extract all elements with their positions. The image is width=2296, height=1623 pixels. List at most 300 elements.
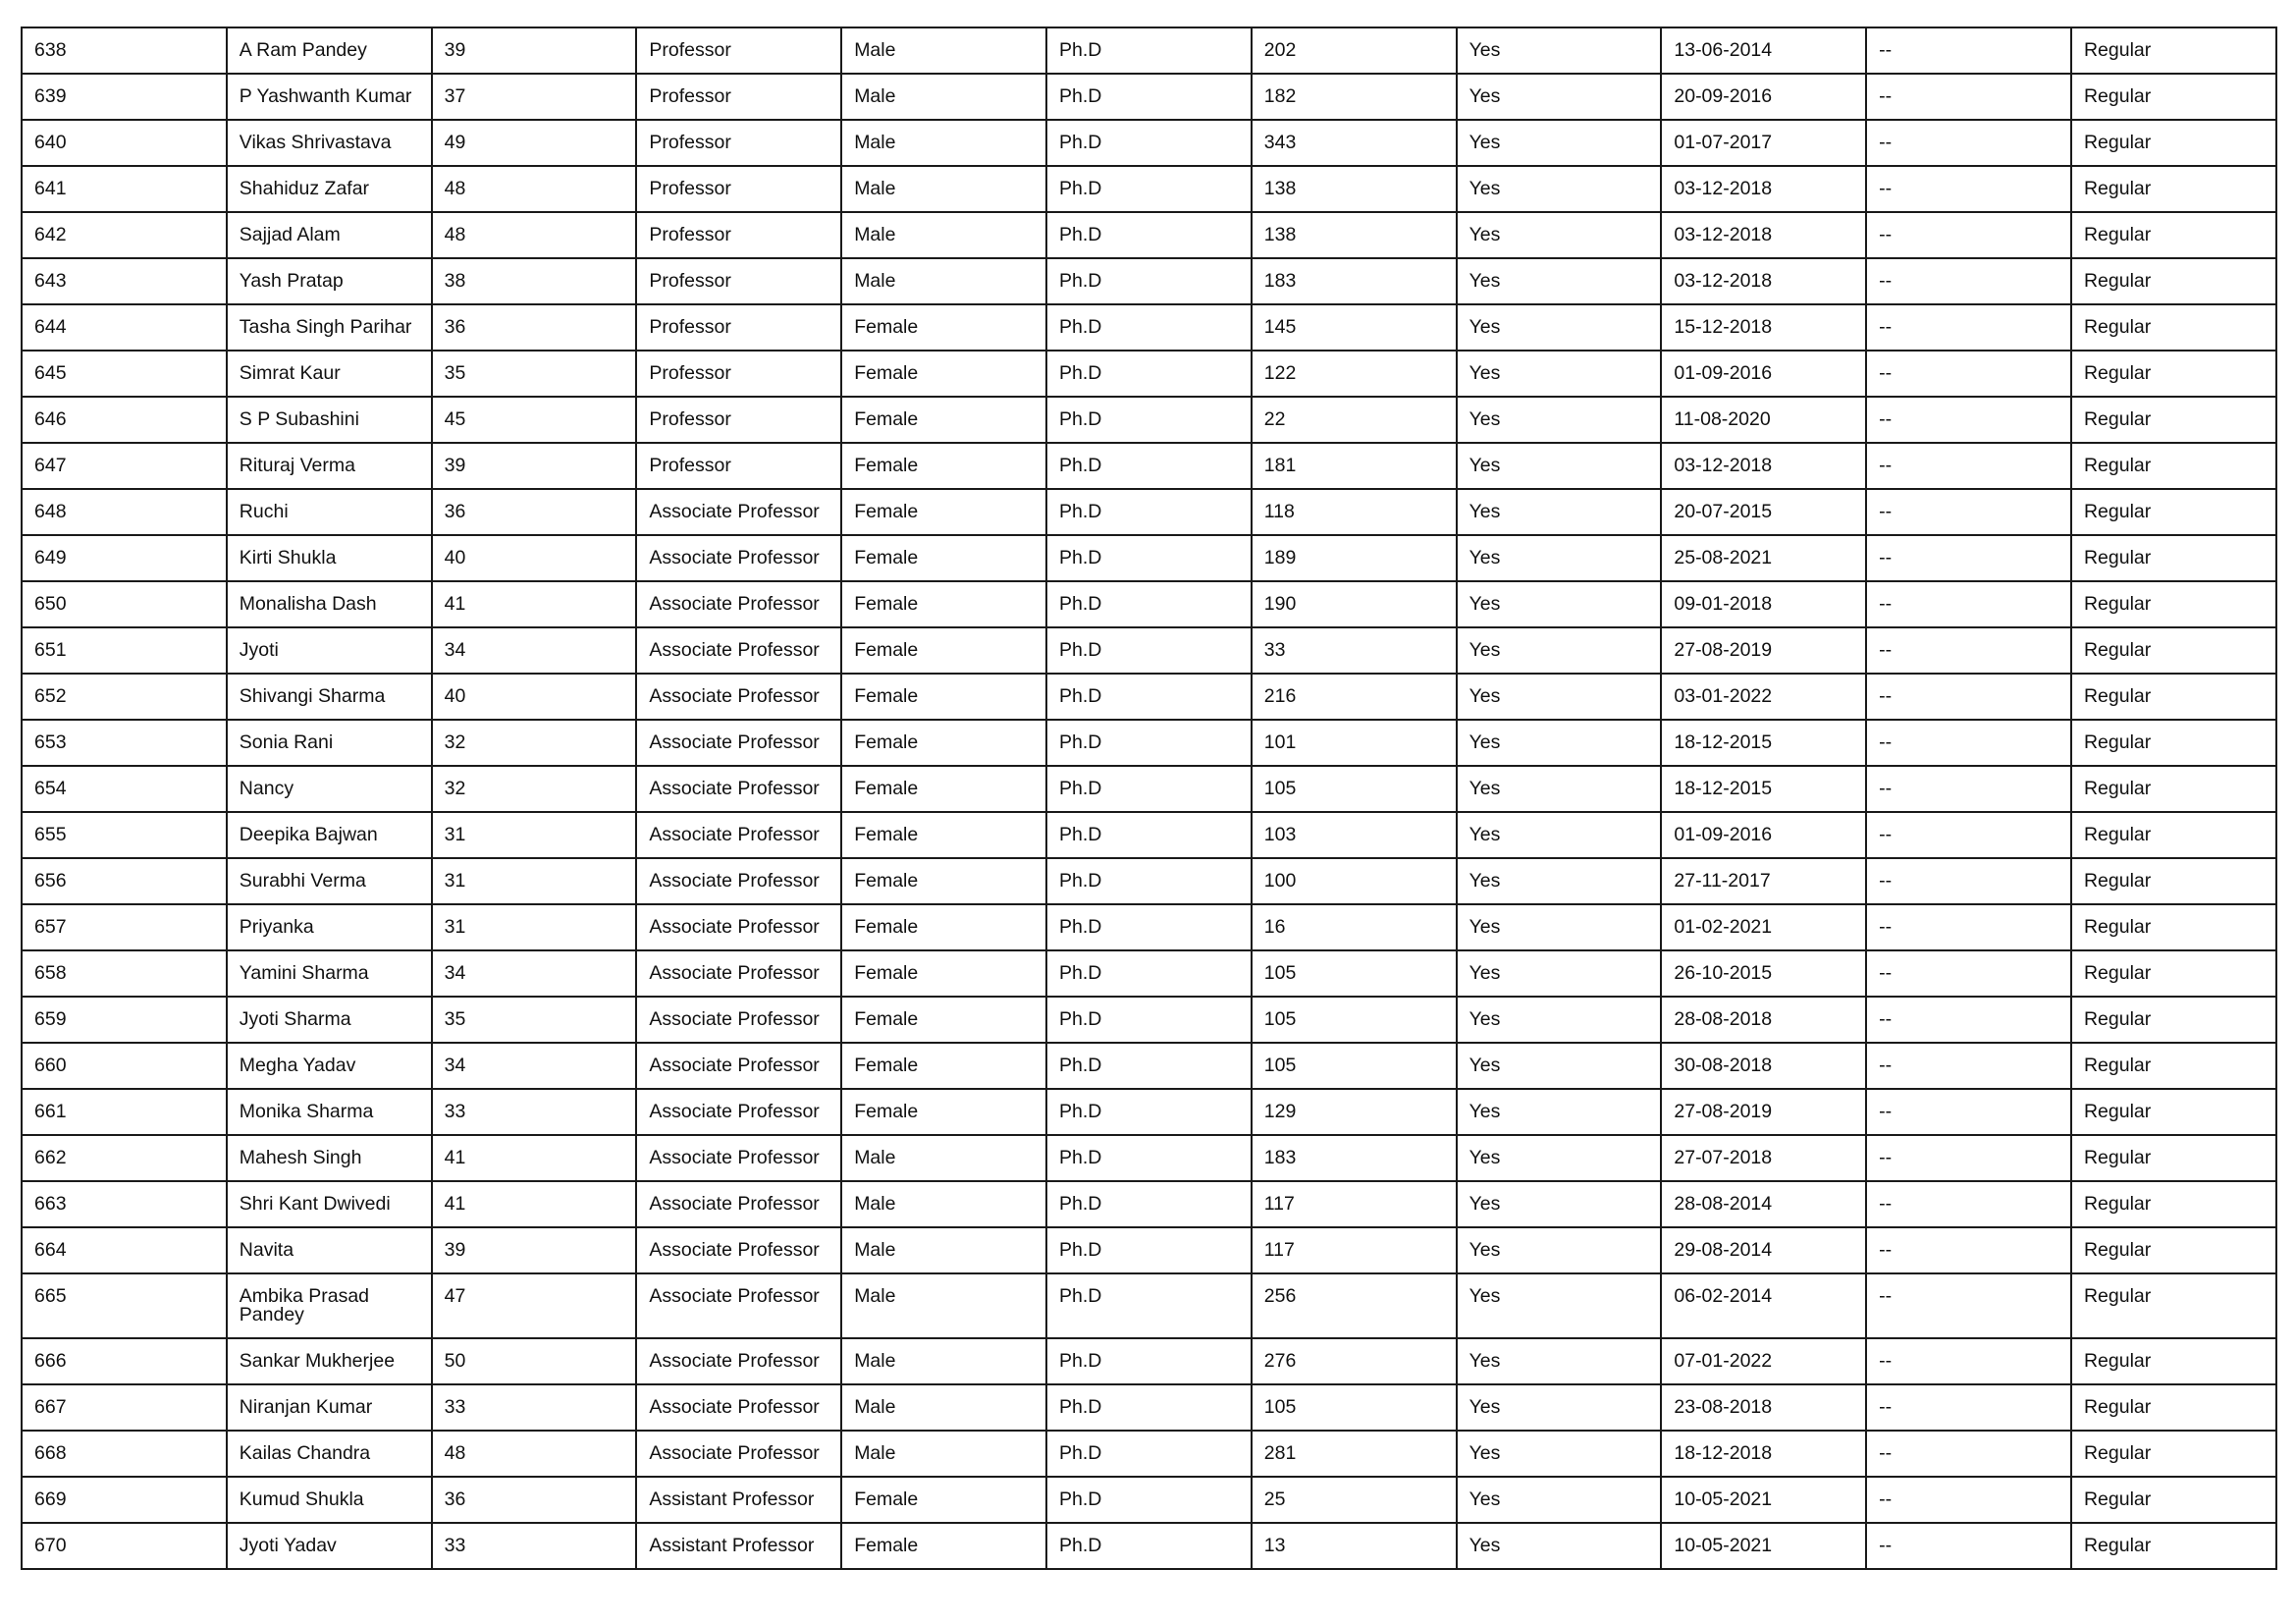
serial-no-cell: 669 xyxy=(22,1477,227,1523)
table-row xyxy=(22,720,2276,766)
qualification-cell: Ph.D xyxy=(1046,166,1252,212)
age-cell: 45 xyxy=(432,397,637,443)
leaving-date-cell: -- xyxy=(1866,1181,2071,1227)
nature-cell: Regular xyxy=(2071,950,2276,997)
nature-cell: Regular xyxy=(2071,674,2276,720)
age-cell: 36 xyxy=(432,1477,637,1523)
name-cell: Jyoti Sharma xyxy=(227,997,432,1043)
nature-cell: Regular xyxy=(2071,166,2276,212)
designation-cell: Professor xyxy=(636,304,841,351)
qualification-cell: Ph.D xyxy=(1046,351,1252,397)
leaving-date-cell: -- xyxy=(1866,627,2071,674)
leaving-date-cell: -- xyxy=(1866,166,2071,212)
nature-cell: Regular xyxy=(2071,904,2276,950)
status-cell: Yes xyxy=(1457,304,1662,351)
qualification-cell: Ph.D xyxy=(1046,1181,1252,1227)
experience-cell: 189 xyxy=(1252,535,1457,581)
age-cell: 34 xyxy=(432,627,637,674)
age-cell: 48 xyxy=(432,166,637,212)
age-cell: 31 xyxy=(432,904,637,950)
leaving-date-cell: -- xyxy=(1866,1227,2071,1273)
experience-cell: 16 xyxy=(1252,904,1457,950)
qualification-cell: Ph.D xyxy=(1046,1384,1252,1431)
name-cell: Monalisha Dash xyxy=(227,581,432,627)
nature-cell: Regular xyxy=(2071,812,2276,858)
gender-cell: Male xyxy=(841,1135,1046,1181)
joining-date-cell: 28-08-2018 xyxy=(1661,997,1866,1043)
leaving-date-cell: -- xyxy=(1866,489,2071,535)
serial-no-cell: 670 xyxy=(22,1523,227,1569)
experience-cell: 281 xyxy=(1252,1431,1457,1477)
gender-cell: Male xyxy=(841,1338,1046,1384)
status-cell: Yes xyxy=(1457,997,1662,1043)
leaving-date-cell: -- xyxy=(1866,535,2071,581)
gender-cell: Male xyxy=(841,212,1046,258)
experience-cell: 105 xyxy=(1252,997,1457,1043)
age-cell: 31 xyxy=(432,858,637,904)
joining-date-cell: 18-12-2015 xyxy=(1661,766,1866,812)
nature-cell: Regular xyxy=(2071,1523,2276,1569)
serial-no-cell: 638 xyxy=(22,27,227,74)
status-cell: Yes xyxy=(1457,443,1662,489)
status-cell: Yes xyxy=(1457,1431,1662,1477)
experience-cell: 117 xyxy=(1252,1181,1457,1227)
designation-cell: Associate Professor xyxy=(636,489,841,535)
serial-no-cell: 664 xyxy=(22,1227,227,1273)
serial-no-cell: 661 xyxy=(22,1089,227,1135)
designation-cell: Professor xyxy=(636,166,841,212)
leaving-date-cell: -- xyxy=(1866,674,2071,720)
qualification-cell: Ph.D xyxy=(1046,120,1252,166)
joining-date-cell: 01-09-2016 xyxy=(1661,812,1866,858)
status-cell: Yes xyxy=(1457,812,1662,858)
name-cell: Vikas Shrivastava xyxy=(227,120,432,166)
joining-date-cell: 06-02-2014 xyxy=(1661,1273,1866,1338)
nature-cell: Regular xyxy=(2071,581,2276,627)
age-cell: 48 xyxy=(432,212,637,258)
designation-cell: Professor xyxy=(636,397,841,443)
leaving-date-cell: -- xyxy=(1866,258,2071,304)
table-row xyxy=(22,304,2276,351)
qualification-cell: Ph.D xyxy=(1046,950,1252,997)
serial-no-cell: 643 xyxy=(22,258,227,304)
gender-cell: Male xyxy=(841,1181,1046,1227)
status-cell: Yes xyxy=(1457,489,1662,535)
age-cell: 48 xyxy=(432,1431,637,1477)
designation-cell: Associate Professor xyxy=(636,535,841,581)
name-cell: Sajjad Alam xyxy=(227,212,432,258)
age-cell: 40 xyxy=(432,535,637,581)
designation-cell: Associate Professor xyxy=(636,766,841,812)
leaving-date-cell: -- xyxy=(1866,27,2071,74)
experience-cell: 276 xyxy=(1252,1338,1457,1384)
name-cell: Mahesh Singh xyxy=(227,1135,432,1181)
leaving-date-cell: -- xyxy=(1866,1477,2071,1523)
joining-date-cell: 01-02-2021 xyxy=(1661,904,1866,950)
leaving-date-cell: -- xyxy=(1866,1431,2071,1477)
age-cell: 35 xyxy=(432,997,637,1043)
table-row xyxy=(22,120,2276,166)
leaving-date-cell: -- xyxy=(1866,1043,2071,1089)
qualification-cell: Ph.D xyxy=(1046,397,1252,443)
experience-cell: 13 xyxy=(1252,1523,1457,1569)
nature-cell: Regular xyxy=(2071,1181,2276,1227)
joining-date-cell: 26-10-2015 xyxy=(1661,950,1866,997)
serial-no-cell: 663 xyxy=(22,1181,227,1227)
status-cell: Yes xyxy=(1457,1477,1662,1523)
table-row xyxy=(22,858,2276,904)
faculty-table xyxy=(21,27,2277,1570)
designation-cell: Associate Professor xyxy=(636,1384,841,1431)
table-row xyxy=(22,1089,2276,1135)
name-cell: Niranjan Kumar xyxy=(227,1384,432,1431)
qualification-cell: Ph.D xyxy=(1046,74,1252,120)
gender-cell: Female xyxy=(841,720,1046,766)
status-cell: Yes xyxy=(1457,674,1662,720)
serial-no-cell: 659 xyxy=(22,997,227,1043)
leaving-date-cell: -- xyxy=(1866,1384,2071,1431)
designation-cell: Associate Professor xyxy=(636,1227,841,1273)
joining-date-cell: 23-08-2018 xyxy=(1661,1384,1866,1431)
age-cell: 39 xyxy=(432,443,637,489)
qualification-cell: Ph.D xyxy=(1046,1135,1252,1181)
name-cell: Shahiduz Zafar xyxy=(227,166,432,212)
serial-no-cell: 642 xyxy=(22,212,227,258)
serial-no-cell: 658 xyxy=(22,950,227,997)
designation-cell: Associate Professor xyxy=(636,1043,841,1089)
designation-cell: Associate Professor xyxy=(636,1338,841,1384)
table-row xyxy=(22,1431,2276,1477)
age-cell: 36 xyxy=(432,304,637,351)
table-row xyxy=(22,1273,2276,1338)
leaving-date-cell: -- xyxy=(1866,997,2071,1043)
serial-no-cell: 640 xyxy=(22,120,227,166)
status-cell: Yes xyxy=(1457,258,1662,304)
status-cell: Yes xyxy=(1457,720,1662,766)
leaving-date-cell: -- xyxy=(1866,1135,2071,1181)
table-row xyxy=(22,74,2276,120)
experience-cell: 138 xyxy=(1252,166,1457,212)
serial-no-cell: 660 xyxy=(22,1043,227,1089)
leaving-date-cell: -- xyxy=(1866,74,2071,120)
nature-cell: Regular xyxy=(2071,1384,2276,1431)
designation-cell: Associate Professor xyxy=(636,1089,841,1135)
age-cell: 33 xyxy=(432,1384,637,1431)
leaving-date-cell: -- xyxy=(1866,397,2071,443)
gender-cell: Female xyxy=(841,443,1046,489)
gender-cell: Female xyxy=(841,489,1046,535)
name-cell: Ruchi xyxy=(227,489,432,535)
nature-cell: Regular xyxy=(2071,1043,2276,1089)
experience-cell: 100 xyxy=(1252,858,1457,904)
status-cell: Yes xyxy=(1457,166,1662,212)
table-row xyxy=(22,1384,2276,1431)
experience-cell: 181 xyxy=(1252,443,1457,489)
serial-no-cell: 656 xyxy=(22,858,227,904)
name-cell: Megha Yadav xyxy=(227,1043,432,1089)
status-cell: Yes xyxy=(1457,858,1662,904)
leaving-date-cell: -- xyxy=(1866,720,2071,766)
experience-cell: 117 xyxy=(1252,1227,1457,1273)
table-row xyxy=(22,258,2276,304)
experience-cell: 129 xyxy=(1252,1089,1457,1135)
joining-date-cell: 01-09-2016 xyxy=(1661,351,1866,397)
qualification-cell: Ph.D xyxy=(1046,1431,1252,1477)
qualification-cell: Ph.D xyxy=(1046,812,1252,858)
nature-cell: Regular xyxy=(2071,443,2276,489)
gender-cell: Female xyxy=(841,351,1046,397)
name-cell: S P Subashini xyxy=(227,397,432,443)
serial-no-cell: 641 xyxy=(22,166,227,212)
serial-no-cell: 646 xyxy=(22,397,227,443)
joining-date-cell: 10-05-2021 xyxy=(1661,1477,1866,1523)
qualification-cell: Ph.D xyxy=(1046,1338,1252,1384)
table-row xyxy=(22,535,2276,581)
joining-date-cell: 25-08-2021 xyxy=(1661,535,1866,581)
status-cell: Yes xyxy=(1457,627,1662,674)
serial-no-cell: 648 xyxy=(22,489,227,535)
serial-no-cell: 650 xyxy=(22,581,227,627)
leaving-date-cell: -- xyxy=(1866,904,2071,950)
nature-cell: Regular xyxy=(2071,397,2276,443)
status-cell: Yes xyxy=(1457,1181,1662,1227)
status-cell: Yes xyxy=(1457,212,1662,258)
table-row xyxy=(22,1477,2276,1523)
leaving-date-cell: -- xyxy=(1866,1089,2071,1135)
nature-cell: Regular xyxy=(2071,351,2276,397)
gender-cell: Female xyxy=(841,1477,1046,1523)
age-cell: 37 xyxy=(432,74,637,120)
designation-cell: Professor xyxy=(636,74,841,120)
status-cell: Yes xyxy=(1457,1089,1662,1135)
joining-date-cell: 30-08-2018 xyxy=(1661,1043,1866,1089)
joining-date-cell: 18-12-2018 xyxy=(1661,1431,1866,1477)
table-row xyxy=(22,1181,2276,1227)
leaving-date-cell: -- xyxy=(1866,304,2071,351)
nature-cell: Regular xyxy=(2071,1089,2276,1135)
designation-cell: Associate Professor xyxy=(636,581,841,627)
joining-date-cell: 03-01-2022 xyxy=(1661,674,1866,720)
leaving-date-cell: -- xyxy=(1866,581,2071,627)
joining-date-cell: 07-01-2022 xyxy=(1661,1338,1866,1384)
designation-cell: Professor xyxy=(636,443,841,489)
status-cell: Yes xyxy=(1457,1043,1662,1089)
age-cell: 32 xyxy=(432,720,637,766)
serial-no-cell: 651 xyxy=(22,627,227,674)
nature-cell: Regular xyxy=(2071,27,2276,74)
age-cell: 49 xyxy=(432,120,637,166)
nature-cell: Regular xyxy=(2071,1338,2276,1384)
designation-cell: Associate Professor xyxy=(636,997,841,1043)
joining-date-cell: 13-06-2014 xyxy=(1661,27,1866,74)
serial-no-cell: 653 xyxy=(22,720,227,766)
table-row xyxy=(22,166,2276,212)
table-row xyxy=(22,27,2276,74)
status-cell: Yes xyxy=(1457,1135,1662,1181)
table-row xyxy=(22,1135,2276,1181)
qualification-cell: Ph.D xyxy=(1046,489,1252,535)
qualification-cell: Ph.D xyxy=(1046,858,1252,904)
designation-cell: Assistant Professor xyxy=(636,1523,841,1569)
joining-date-cell: 18-12-2015 xyxy=(1661,720,1866,766)
experience-cell: 183 xyxy=(1252,258,1457,304)
nature-cell: Regular xyxy=(2071,1135,2276,1181)
serial-no-cell: 647 xyxy=(22,443,227,489)
nature-cell: Regular xyxy=(2071,535,2276,581)
name-cell: Deepika Bajwan xyxy=(227,812,432,858)
experience-cell: 118 xyxy=(1252,489,1457,535)
age-cell: 34 xyxy=(432,1043,637,1089)
leaving-date-cell: -- xyxy=(1866,950,2071,997)
status-cell: Yes xyxy=(1457,950,1662,997)
experience-cell: 25 xyxy=(1252,1477,1457,1523)
name-cell: A Ram Pandey xyxy=(227,27,432,74)
name-cell: Ambika Prasad Pandey xyxy=(227,1273,432,1338)
status-cell: Yes xyxy=(1457,74,1662,120)
qualification-cell: Ph.D xyxy=(1046,1523,1252,1569)
age-cell: 35 xyxy=(432,351,637,397)
qualification-cell: Ph.D xyxy=(1046,1089,1252,1135)
experience-cell: 122 xyxy=(1252,351,1457,397)
status-cell: Yes xyxy=(1457,1227,1662,1273)
name-cell: Shivangi Sharma xyxy=(227,674,432,720)
serial-no-cell: 644 xyxy=(22,304,227,351)
gender-cell: Male xyxy=(841,1384,1046,1431)
age-cell: 31 xyxy=(432,812,637,858)
nature-cell: Regular xyxy=(2071,720,2276,766)
qualification-cell: Ph.D xyxy=(1046,1477,1252,1523)
designation-cell: Professor xyxy=(636,351,841,397)
designation-cell: Associate Professor xyxy=(636,674,841,720)
leaving-date-cell: -- xyxy=(1866,351,2071,397)
nature-cell: Regular xyxy=(2071,1273,2276,1338)
document-page xyxy=(21,27,2277,1570)
gender-cell: Female xyxy=(841,304,1046,351)
nature-cell: Regular xyxy=(2071,1431,2276,1477)
name-cell: Simrat Kaur xyxy=(227,351,432,397)
age-cell: 41 xyxy=(432,1135,637,1181)
gender-cell: Female xyxy=(841,812,1046,858)
experience-cell: 183 xyxy=(1252,1135,1457,1181)
serial-no-cell: 649 xyxy=(22,535,227,581)
experience-cell: 182 xyxy=(1252,74,1457,120)
name-cell: Tasha Singh Parihar xyxy=(227,304,432,351)
nature-cell: Regular xyxy=(2071,74,2276,120)
qualification-cell: Ph.D xyxy=(1046,674,1252,720)
name-cell: Sankar Mukherjee xyxy=(227,1338,432,1384)
joining-date-cell: 20-09-2016 xyxy=(1661,74,1866,120)
status-cell: Yes xyxy=(1457,27,1662,74)
joining-date-cell: 27-08-2019 xyxy=(1661,1089,1866,1135)
table-row xyxy=(22,489,2276,535)
leaving-date-cell: -- xyxy=(1866,766,2071,812)
table-row xyxy=(22,1227,2276,1273)
qualification-cell: Ph.D xyxy=(1046,1043,1252,1089)
age-cell: 34 xyxy=(432,950,637,997)
gender-cell: Male xyxy=(841,258,1046,304)
qualification-cell: Ph.D xyxy=(1046,443,1252,489)
leaving-date-cell: -- xyxy=(1866,212,2071,258)
name-cell: Nancy xyxy=(227,766,432,812)
qualification-cell: Ph.D xyxy=(1046,904,1252,950)
table-row xyxy=(22,351,2276,397)
age-cell: 38 xyxy=(432,258,637,304)
experience-cell: 105 xyxy=(1252,1384,1457,1431)
nature-cell: Regular xyxy=(2071,212,2276,258)
serial-no-cell: 645 xyxy=(22,351,227,397)
leaving-date-cell: -- xyxy=(1866,120,2071,166)
joining-date-cell: 28-08-2014 xyxy=(1661,1181,1866,1227)
table-row xyxy=(22,997,2276,1043)
serial-no-cell: 668 xyxy=(22,1431,227,1477)
joining-date-cell: 15-12-2018 xyxy=(1661,304,1866,351)
gender-cell: Female xyxy=(841,627,1046,674)
leaving-date-cell: -- xyxy=(1866,812,2071,858)
table-row xyxy=(22,812,2276,858)
joining-date-cell: 11-08-2020 xyxy=(1661,397,1866,443)
qualification-cell: Ph.D xyxy=(1046,1227,1252,1273)
table-row xyxy=(22,1338,2276,1384)
designation-cell: Associate Professor xyxy=(636,904,841,950)
age-cell: 50 xyxy=(432,1338,637,1384)
designation-cell: Associate Professor xyxy=(636,1273,841,1338)
table-row xyxy=(22,1523,2276,1569)
table-row xyxy=(22,627,2276,674)
gender-cell: Female xyxy=(841,1523,1046,1569)
experience-cell: 190 xyxy=(1252,581,1457,627)
serial-no-cell: 667 xyxy=(22,1384,227,1431)
joining-date-cell: 10-05-2021 xyxy=(1661,1523,1866,1569)
leaving-date-cell: -- xyxy=(1866,1273,2071,1338)
serial-no-cell: 654 xyxy=(22,766,227,812)
status-cell: Yes xyxy=(1457,1273,1662,1338)
name-cell: Kirti Shukla xyxy=(227,535,432,581)
age-cell: 33 xyxy=(432,1523,637,1569)
designation-cell: Professor xyxy=(636,212,841,258)
qualification-cell: Ph.D xyxy=(1046,720,1252,766)
designation-cell: Associate Professor xyxy=(636,858,841,904)
experience-cell: 33 xyxy=(1252,627,1457,674)
age-cell: 33 xyxy=(432,1089,637,1135)
designation-cell: Associate Professor xyxy=(636,1181,841,1227)
gender-cell: Male xyxy=(841,27,1046,74)
qualification-cell: Ph.D xyxy=(1046,27,1252,74)
name-cell: Yamini Sharma xyxy=(227,950,432,997)
age-cell: 39 xyxy=(432,1227,637,1273)
name-cell: Shri Kant Dwivedi xyxy=(227,1181,432,1227)
nature-cell: Regular xyxy=(2071,997,2276,1043)
qualification-cell: Ph.D xyxy=(1046,212,1252,258)
experience-cell: 202 xyxy=(1252,27,1457,74)
status-cell: Yes xyxy=(1457,904,1662,950)
status-cell: Yes xyxy=(1457,120,1662,166)
status-cell: Yes xyxy=(1457,1384,1662,1431)
nature-cell: Regular xyxy=(2071,627,2276,674)
status-cell: Yes xyxy=(1457,1523,1662,1569)
joining-date-cell: 27-07-2018 xyxy=(1661,1135,1866,1181)
status-cell: Yes xyxy=(1457,351,1662,397)
nature-cell: Regular xyxy=(2071,1227,2276,1273)
gender-cell: Male xyxy=(841,1273,1046,1338)
nature-cell: Regular xyxy=(2071,258,2276,304)
status-cell: Yes xyxy=(1457,766,1662,812)
gender-cell: Male xyxy=(841,1227,1046,1273)
name-cell: Priyanka xyxy=(227,904,432,950)
nature-cell: Regular xyxy=(2071,858,2276,904)
experience-cell: 103 xyxy=(1252,812,1457,858)
age-cell: 41 xyxy=(432,1181,637,1227)
age-cell: 32 xyxy=(432,766,637,812)
